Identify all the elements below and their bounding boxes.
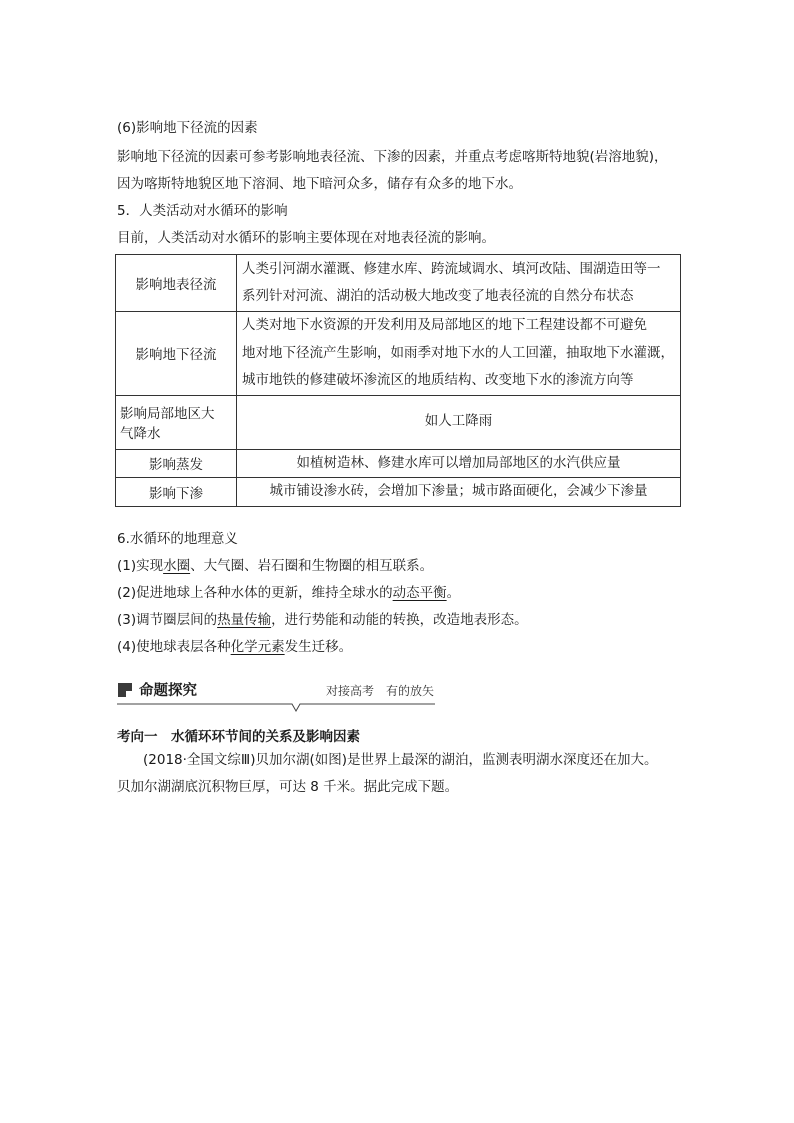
table-row (116, 312, 681, 396)
row-desc-underground-runoff (237, 312, 681, 396)
text-span: (2)促进地球上各种水体的更新，维持全球水的 (117, 585, 393, 601)
row-label-local-precipitation (116, 395, 237, 449)
label-line: 气降水 (120, 426, 161, 442)
table-row (116, 395, 681, 449)
text-span: ，进行势能和动能的转换，改造地表形态。 (271, 612, 528, 628)
question-line-1: (2018·全国文综Ⅲ)贝加尔湖(如图)是世界上最深的湖泊，监测表明湖水深度还在加大。 (143, 752, 658, 768)
desc-line: 城市地铁的修建破坏渗流区的地质结构、改变地下水的渗流方向等 (242, 372, 634, 388)
table-row (116, 449, 681, 478)
table-row (116, 255, 681, 312)
square-marker-icon (118, 683, 132, 697)
section-6b-heading: 6.水循环的地理意义 (117, 531, 238, 547)
key-term: 水圈 (163, 558, 191, 574)
human-impact-table (115, 254, 681, 507)
desc-line: 人类引河湖水灌溉、修建水库、跨流域调水、填河改陆、围湖造田等一 (242, 260, 661, 277)
row-label-infiltration: 影响下渗 (116, 478, 237, 507)
row-label-surface-runoff: 影响地表径流 (116, 255, 237, 312)
significance-point-2 (117, 583, 460, 603)
banner-subtitle: 对接高考 有的放矢 (326, 684, 435, 698)
text-span: 发生迁移。 (284, 639, 353, 655)
banner-rule-line (117, 703, 435, 715)
section-banner (117, 681, 435, 705)
row-desc-evaporation: 如植树造林、修建水库可以增加局部地区的水汽供应量 (237, 449, 681, 478)
topic-1-heading: 考向一 水循环环节间的关系及影响因素 (117, 729, 360, 745)
key-term: 动态平衡 (392, 585, 447, 601)
significance-point-4 (117, 637, 352, 657)
banner-title: 命题探究 (139, 683, 197, 699)
text-span: (1)实现 (117, 558, 164, 574)
section-5-heading: 5．人类活动对水循环的影响 (117, 203, 288, 219)
section-6-paragraph-line-2: 因为喀斯特地貌区地下溶洞、地下暗河众多，储存有众多的地下水。 (117, 176, 522, 192)
table-row (116, 478, 681, 507)
desc-line: 人类对地下水资源的开发利用及局部地区的地下工程建设都不可避免 (242, 317, 647, 333)
significance-point-1 (117, 556, 433, 576)
text-span: 。 (446, 585, 461, 601)
label-line: 影响局部地区大 (120, 406, 215, 422)
desc-line: 地对地下径流产生影响，如雨季对地下水的人工回灌，抽取地下水灌溉， (242, 344, 674, 361)
key-term: 化学元素 (230, 639, 285, 655)
row-label-evaporation: 影响蒸发 (116, 449, 237, 478)
text-span: 、大气圈、岩石圈和生物圈的相互联系。 (190, 558, 434, 574)
key-term: 热量传输 (217, 612, 272, 628)
section-5-intro: 目前，人类活动对水循环的影响主要体现在对地表径流的影响。 (117, 230, 495, 246)
text-span: (4)使地球表层各种 (117, 639, 231, 655)
row-label-underground-runoff: 影响地下径流 (116, 312, 237, 396)
row-desc-local-precipitation: 如人工降雨 (237, 395, 681, 449)
section-6-title: (6)影响地下径流的因素 (117, 120, 258, 136)
row-desc-infiltration: 城市铺设渗水砖，会增加下渗量；城市路面硬化，会减少下渗量 (237, 478, 681, 507)
significance-point-3 (117, 610, 528, 630)
text-span: (3)调节圈层间的 (117, 612, 218, 628)
desc-line: 系列针对河流、湖泊的活动极大地改变了地表径流的自然分布状态 (242, 288, 634, 304)
row-desc-surface-runoff (237, 255, 681, 312)
section-6-paragraph-line-1: 影响地下径流的因素可参考影响地表径流、下渗的因素，并重点考虑喀斯特地貌(岩溶地貌)， (117, 149, 668, 165)
question-line-2: 贝加尔湖湖底沉积物巨厚，可达 8 千米。据此完成下题。 (117, 779, 459, 795)
